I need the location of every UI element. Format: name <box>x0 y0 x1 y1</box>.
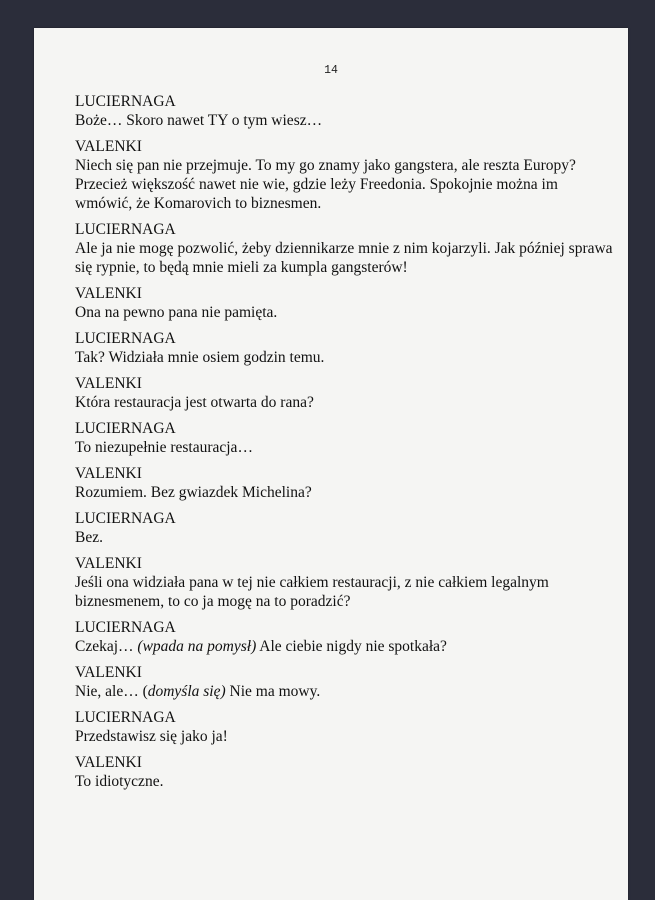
line-text: Ale ciebie nigdy nie spotkała? <box>256 638 447 655</box>
dialogue-list <box>75 92 615 798</box>
speaker-name: LUCIERNAGA <box>75 619 176 636</box>
speaker-name: VALENKI <box>75 138 142 155</box>
line-text: Nie, ale… ( <box>75 683 148 700</box>
dialogue-line <box>75 111 615 130</box>
stage-direction: domyśla się) <box>147 683 226 700</box>
dialogue-line <box>75 772 615 791</box>
line-text: Niech się pan nie przejmuje. To my go znamy jako gangstera, ale reszta Europy? Przecież większość nawet nie wie, gdzie leży Freedonia. Spokojnie można im wmówić, że Komarovich to biznesmen. <box>75 157 576 212</box>
dialogue-block <box>75 509 615 547</box>
speaker-name: VALENKI <box>75 555 142 572</box>
speaker-name: LUCIERNAGA <box>75 709 176 726</box>
dialogue-block <box>75 284 615 322</box>
script-page <box>34 28 628 900</box>
dialogue-block <box>75 663 615 701</box>
speaker-name: LUCIERNAGA <box>75 93 176 110</box>
dialogue-block <box>75 753 615 791</box>
dialogue-line <box>75 573 615 611</box>
stage-direction: (wpada na pomysł) <box>137 638 257 655</box>
line-text: Boże… Skoro nawet TY o tym wiesz… <box>75 112 323 129</box>
dialogue-line <box>75 727 615 746</box>
dialogue-block <box>75 708 615 746</box>
page-number: 14 <box>324 64 338 77</box>
dialogue-line <box>75 528 615 547</box>
dialogue-line <box>75 438 615 457</box>
dialogue-block <box>75 329 615 367</box>
dialogue-block <box>75 419 615 457</box>
speaker-name: LUCIERNAGA <box>75 420 176 437</box>
dialogue-block <box>75 618 615 656</box>
speaker-name: VALENKI <box>75 754 142 771</box>
line-text: Tak? Widziała mnie osiem godzin temu. <box>75 349 325 366</box>
line-text: Jeśli ona widziała pana w tej nie całkiem restauracji, z nie całkiem legalnym biznesmenem, to co ja mogę na to poradzić? <box>75 574 549 610</box>
line-text: Czekaj… <box>75 638 138 655</box>
line-text: Ale ja nie mogę pozwolić, żeby dziennikarze mnie z nim kojarzyli. Jak później sprawa się rypnie, to będą mnie mieli za kumpla gangsterów! <box>75 240 613 276</box>
line-text: Przedstawisz się jako ja! <box>75 728 228 745</box>
dialogue-block <box>75 554 615 611</box>
dialogue-block <box>75 137 615 213</box>
dialogue-line <box>75 156 615 213</box>
dialogue-line <box>75 303 615 322</box>
dialogue-line <box>75 682 615 701</box>
dialogue-block <box>75 92 615 130</box>
dialogue-block <box>75 220 615 277</box>
line-text: Która restauracja jest otwarta do rana? <box>75 394 314 411</box>
dialogue-line <box>75 637 615 656</box>
speaker-name: VALENKI <box>75 375 142 392</box>
line-text: Rozumiem. Bez gwiazdek Michelina? <box>75 484 312 501</box>
dialogue-line <box>75 393 615 412</box>
line-text: Nie ma mowy. <box>225 683 321 700</box>
speaker-name: LUCIERNAGA <box>75 330 176 347</box>
line-text: To idiotyczne. <box>75 773 164 790</box>
dialogue-line <box>75 483 615 502</box>
speaker-name: VALENKI <box>75 465 142 482</box>
line-text: Bez. <box>75 529 103 546</box>
speaker-name: VALENKI <box>75 285 142 302</box>
line-text: To niezupełnie restauracja… <box>75 439 253 456</box>
speaker-name: LUCIERNAGA <box>75 510 176 527</box>
speaker-name: LUCIERNAGA <box>75 221 176 238</box>
dialogue-block <box>75 374 615 412</box>
speaker-name: VALENKI <box>75 664 142 681</box>
dialogue-line <box>75 348 615 367</box>
dialogue-line <box>75 239 615 277</box>
dialogue-block <box>75 464 615 502</box>
line-text: Ona na pewno pana nie pamięta. <box>75 304 278 321</box>
